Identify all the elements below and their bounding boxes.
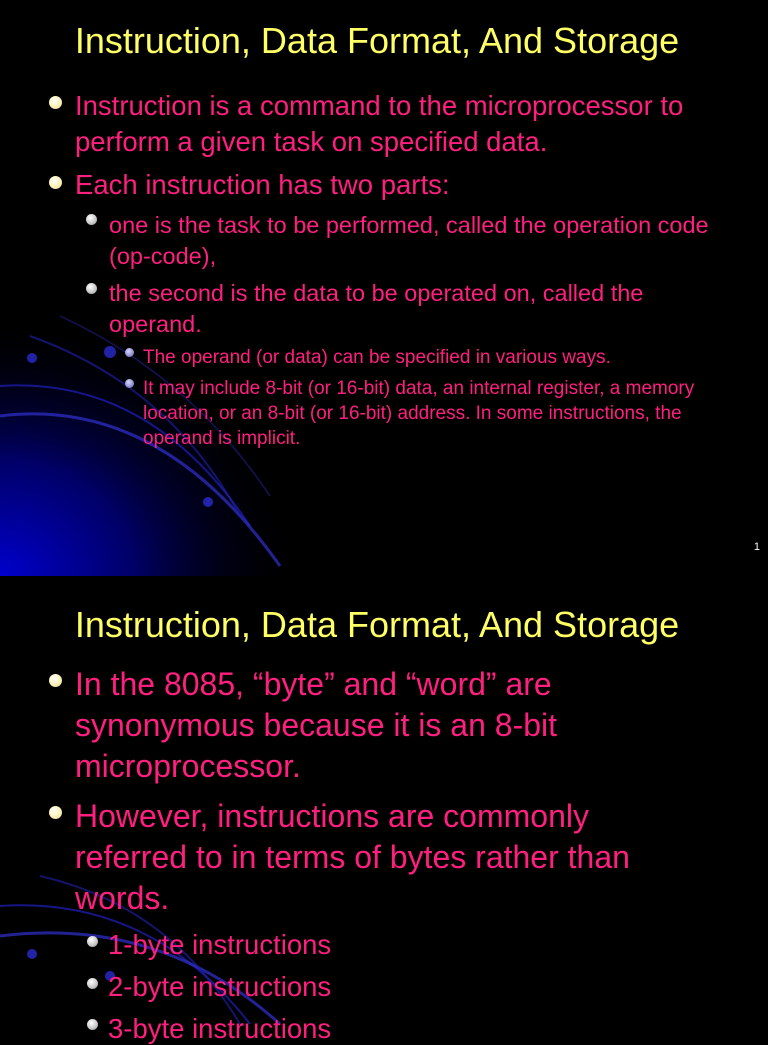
bullet-dot-icon [86,214,97,225]
bullet-text: However, instructions are commonly referred to in terms of bytes rather than words. [75,798,630,916]
bullet-dot-icon [86,283,97,294]
bullet-text: one is the task to be performed, called the operation code (op-code), [109,212,709,269]
bullet-dot-icon [125,379,134,388]
bullet-text: The operand (or data) can be specified in various ways. [143,347,611,368]
bullet-dot-icon [87,1019,98,1030]
bullet-text: Instruction is a command to the microprocessor to perform a given task on specified data. [75,90,684,157]
slide-title: Instruction, Data Format, And Storage [74,20,680,61]
slide-2 [0,576,768,1044]
bullet-dot-icon [125,348,134,357]
bullet-dot-icon [49,674,62,687]
bullet-text: 3-byte instructions [108,1013,332,1044]
slide-title: Instruction, Data Format, And Storage [74,604,680,645]
bullet-text: In the 8085, “byte” and “word” are synonymous because it is an 8-bit microprocessor. [75,666,558,784]
page-number: 1 [753,541,760,553]
bullet-dot-icon [49,176,62,189]
bullet-dot-icon [87,936,98,947]
bullet-text: It may include 8-bit (or 16-bit) data, an internal register, a memory location, or an 8-bit (or 16-bit) address. In some instructions, the operand is implicit. [143,378,695,449]
bullet-text: Each instruction has two parts: [75,169,450,200]
bullet-dot-icon [49,96,62,109]
bullet-text: 1-byte instructions [108,929,332,960]
bullet-text: the second is the data to be operated on, called the operand. [109,280,644,337]
bullet-dot-icon [87,978,98,989]
bullet-dot-icon [49,806,62,819]
bullet-text: 2-byte instructions [108,971,332,1002]
